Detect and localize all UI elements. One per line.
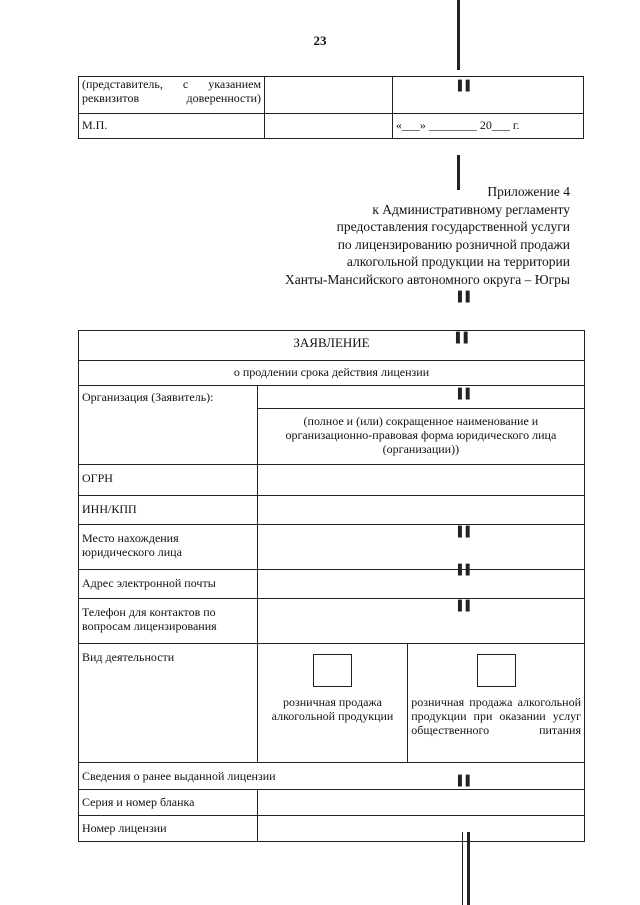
stitch-mark-icon: ▌▌ <box>458 527 474 538</box>
retail-option-label: розничная продажа алкогольной продукции <box>271 695 394 723</box>
license-number-label: Номер лицензии <box>79 816 258 842</box>
catering-option-label: розничная продажа алкогольной продукции при оказании услуг общественного питания <box>411 695 581 737</box>
table-row <box>79 790 585 816</box>
stamp-signature-cell <box>265 114 393 139</box>
ogrn-label: ОГРН <box>79 465 258 496</box>
table-row <box>79 465 585 496</box>
binder-line-top <box>457 0 460 70</box>
form-subtitle: о продлении срока действия лицензии <box>79 361 585 386</box>
stitch-mark-icon: ▌▌ <box>458 389 474 400</box>
stitch-mark-icon: ▌▌ <box>458 776 474 787</box>
table-row <box>79 763 585 790</box>
binder-line-bottom <box>467 832 470 905</box>
stamp-date-cell: «___» ________ 20___ г. <box>392 114 583 139</box>
stitch-mark-icon: ▌▌ <box>456 333 472 344</box>
stitch-mark-icon: ▌▌ <box>458 601 474 612</box>
series-label: Серия и номер бланка <box>79 790 258 816</box>
stamp-label: М.П. <box>79 114 265 139</box>
stitch-mark-icon: ▌▌ <box>458 292 474 303</box>
ogrn-field[interactable] <box>257 465 584 496</box>
stitch-mark-icon: ▌▌ <box>458 565 474 576</box>
table-row <box>79 570 585 599</box>
email-label: Адрес электронной почты <box>79 570 258 599</box>
organization-field[interactable] <box>257 386 584 409</box>
license-number-field[interactable] <box>257 816 584 842</box>
appendix-line: предоставления государственной услуги <box>336 219 570 234</box>
prev-license-label: Сведения о ранее выданной лицензии <box>79 763 585 790</box>
table-row <box>79 77 584 114</box>
page-number: 23 <box>313 33 327 48</box>
activity-option-retail <box>257 644 407 763</box>
address-label: Место нахождения юридического лица <box>79 525 258 570</box>
table-row <box>79 816 585 842</box>
signature-table <box>78 76 584 139</box>
inn-field[interactable] <box>257 496 584 525</box>
appendix-line: Ханты-Мансийского автономного округа – Югры <box>285 271 570 287</box>
appendix-line: к Административному регламенту <box>372 201 570 217</box>
table-row <box>79 331 585 361</box>
address-field[interactable] <box>257 525 584 570</box>
application-form <box>78 330 585 842</box>
table-row <box>79 114 584 139</box>
stitch-mark-icon: ▌▌ <box>458 81 474 92</box>
phone-field[interactable] <box>257 599 584 644</box>
appendix-header <box>285 183 570 288</box>
representative-label: (представитель, с указанием реквизитов доверенности) <box>79 77 265 114</box>
organization-hint: (полное и (или) сокращенное наименование и организационно-правовая форма юридического лица (организации)) <box>257 409 584 465</box>
table-row <box>79 525 585 570</box>
table-row <box>79 496 585 525</box>
table-row <box>79 599 585 644</box>
phone-label: Телефон для контактов по вопросам лицензирования <box>79 599 258 644</box>
binder-line-bottom-thin <box>462 832 463 905</box>
activity-label: Вид деятельности <box>79 644 258 763</box>
inn-label: ИНН/КПП <box>79 496 258 525</box>
representative-signature-cell <box>265 77 393 114</box>
form-title: ЗАЯВЛЕНИЕ <box>79 331 585 361</box>
table-row <box>79 361 585 386</box>
catering-checkbox[interactable] <box>477 654 516 687</box>
table-row <box>79 644 585 763</box>
activity-option-catering <box>408 644 585 763</box>
organization-label: Организация (Заявитель): <box>79 386 258 465</box>
representative-date-cell <box>392 77 583 114</box>
table-row <box>79 386 585 409</box>
appendix-line: Приложение 4 <box>487 184 570 199</box>
appendix-line: алкогольной продукции на территории <box>346 254 570 269</box>
series-field[interactable] <box>257 790 584 816</box>
email-field[interactable] <box>257 570 584 599</box>
appendix-line: по лицензированию розничной продажи <box>337 236 570 252</box>
retail-checkbox[interactable] <box>313 654 352 687</box>
